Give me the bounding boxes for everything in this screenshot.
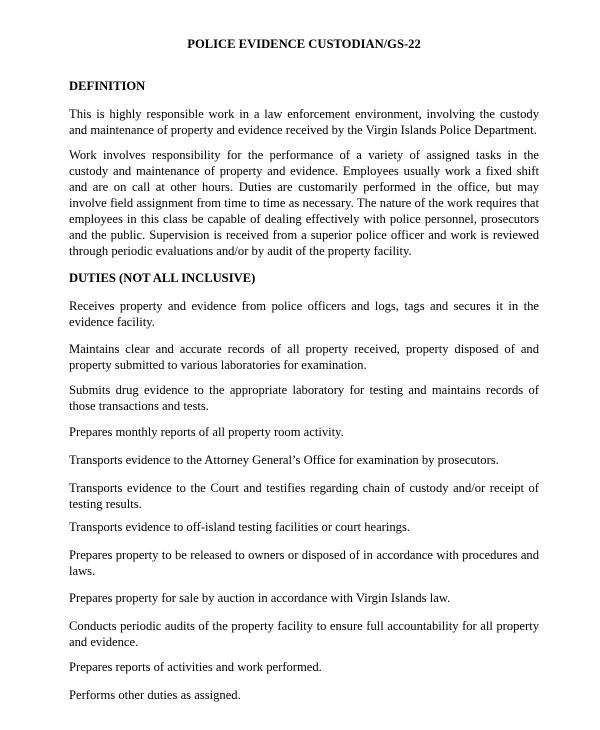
duty-item-12: Performs other duties as assigned. [69, 688, 241, 702]
definition-paragraph-2: Work involves responsibility for the performance of a variety of assigned tasks in the custody and maintenance of property and evidence. Employees usually work a fixed shift and are on call at other hours. Duties are customarily performed in the office, but may involve field assignment from time to time as necessary. The nature of the work requires that employees in this class be capable of dealing effectively with police personnel, prosecutors and the public. Supervision is received from a superior police officer and work is reviewed through periodic evaluations and/or by audit of the property facility. [69, 148, 539, 258]
duty-item-6: Transports evidence to the Court and testifies regarding chain of custody and/or receipt of testing results. [69, 481, 539, 511]
duty-item-1: Receives property and evidence from police officers and logs, tags and secures it in the evidence facility. [69, 299, 539, 329]
document-title: POLICE EVIDENCE CUSTODIAN/GS-22 [187, 37, 421, 51]
duty-item-11: Prepares reports of activities and work performed. [69, 660, 322, 674]
duty-item-8: Prepares property to be released to owners or disposed of in accordance with procedures and laws. [69, 548, 539, 578]
duty-item-5: Transports evidence to the Attorney General’s Office for examination by prosecutors. [69, 453, 499, 467]
duty-item-9: Prepares property for sale by auction in accordance with Virgin Islands law. [69, 591, 451, 605]
duty-item-7: Transports evidence to off-island testing facilities or court hearings. [69, 520, 411, 534]
duties-heading: DUTIES (NOT ALL INCLUSIVE) [69, 271, 256, 285]
duty-item-4: Prepares monthly reports of all property room activity. [69, 425, 344, 439]
duty-item-3: Submits drug evidence to the appropriate laboratory for testing and maintains records of those transactions and tests. [69, 383, 539, 413]
duty-item-2: Maintains clear and accurate records of all property received, property disposed of and property submitted to various laboratories for examination. [69, 342, 539, 372]
definition-paragraph-1: This is highly responsible work in a law enforcement environment, involving the custody and maintenance of property and evidence received by the Virgin Islands Police Department. [69, 107, 539, 137]
duty-item-10: Conducts periodic audits of the property facility to ensure full accountability for all property and evidence. [69, 619, 539, 649]
definition-heading: DEFINITION [69, 79, 146, 93]
